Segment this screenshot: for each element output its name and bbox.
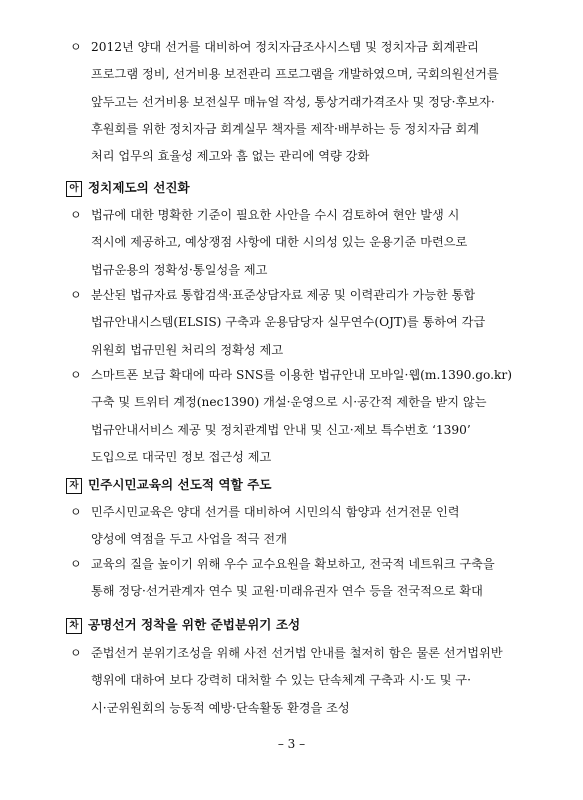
section-title: 민주시민교육의 선도적 역할 주도 (88, 477, 272, 492)
bullet-marker: ㅇ (70, 208, 82, 222)
page-number: – 3 – (277, 737, 306, 751)
section-title: 정치제도의 선진화 (88, 180, 190, 195)
bullet-marker: ㅇ (70, 646, 82, 660)
section-mark: 아 (66, 181, 82, 197)
bullet-marker: ㅇ (70, 505, 82, 519)
bullet-marker: ㅇ (70, 368, 82, 382)
document-page: ㅇ 2012년 양대 선거를 대비하여 정치자금조사시스템 및 정치자금 회계관리 프로그램 정비, 선거비용 보전관리 프로그램을 개발하였으며, 국회의원선거를 앞두고는 선거비용 보전실무 매뉴얼 작성, 통상거래가격조사 및 정당·후보자· 후원회를 위한 정치자금 회계실무 책자를 제작·배부하는 등 정치자금 회계 처리 업무의 효율성 제고와 흠 없는 관리에 역량 강화 아 정치제도의 선진화 ㅇ 법규에 대한 명확한 기준이 필요한 사안을 수시 검토하여 현안 발생 시 적시에 제공하고, 예상쟁점 사항에 대한 시의성 있는 운용기준 마련으로 법규운용의 정확성·통일성을 제고 ㅇ 분산된 법규자료 통합검색·표준상담자료 제공 및 이력관리가 가능한 통합 법규안내시스템(ELSIS) 구축과 운용담당자 실무연수(OJT)를 통하여 각급 위원회 법규민원 처리의 정확성 제고 ㅇ 스마트폰 보급 확대에 따라 SNS를 이용한 법규안내 모바일·웹(m.1390.go.kr) 구축 및 트위터 계정(nec1390) 개설·운영으로 시·공간적 제한을 받지 않는 법규안내서비스 제공 및 정치관계법 안내 및 신고·제보 특수번호 ‘1390’ 도입으로 대국민 정보 접근성 제고 자 민주시민교육의 선도적 역할 주도 ㅇ 민주시민교육은 양대 선거를 대비하여 시민의식 함양과 선거전문 인력 양성에 역점을 두고 사업을 적극 전개 ㅇ 교육의 질을 높이기 위해 우수 교수요원을 확보하고, 전국적 네트워크 구축을 통해 정당·선거관계자 연수 및 교원·미래유권자 연수 등을 전국적으로 확대 차 공명선거 정착을 위한 준법분위기 조성 ㅇ 준법선거 분위기조성을 위해 사전 선거법 안내를 철저히 함은 물론 선거법위반 행위에 대하여 보다 강력히 대처할 수 있는 단속체계 구축과 시·도 및 구· 시·군위원회의 능동적 예방·단속활동 환경을 조성 – 3 – (0, 0, 583, 800)
bullet-marker: ㅇ (70, 557, 82, 571)
section-heading (66, 616, 300, 634)
section-title: 공명선거 정착을 위한 준법분위기 조성 (88, 617, 301, 632)
bullet-marker: ㅇ (70, 288, 82, 302)
section-mark: 자 (66, 478, 82, 494)
section-heading (66, 476, 271, 494)
section-mark: 차 (66, 618, 82, 634)
section-heading (66, 179, 190, 197)
bullet-marker: ㅇ (70, 40, 82, 54)
